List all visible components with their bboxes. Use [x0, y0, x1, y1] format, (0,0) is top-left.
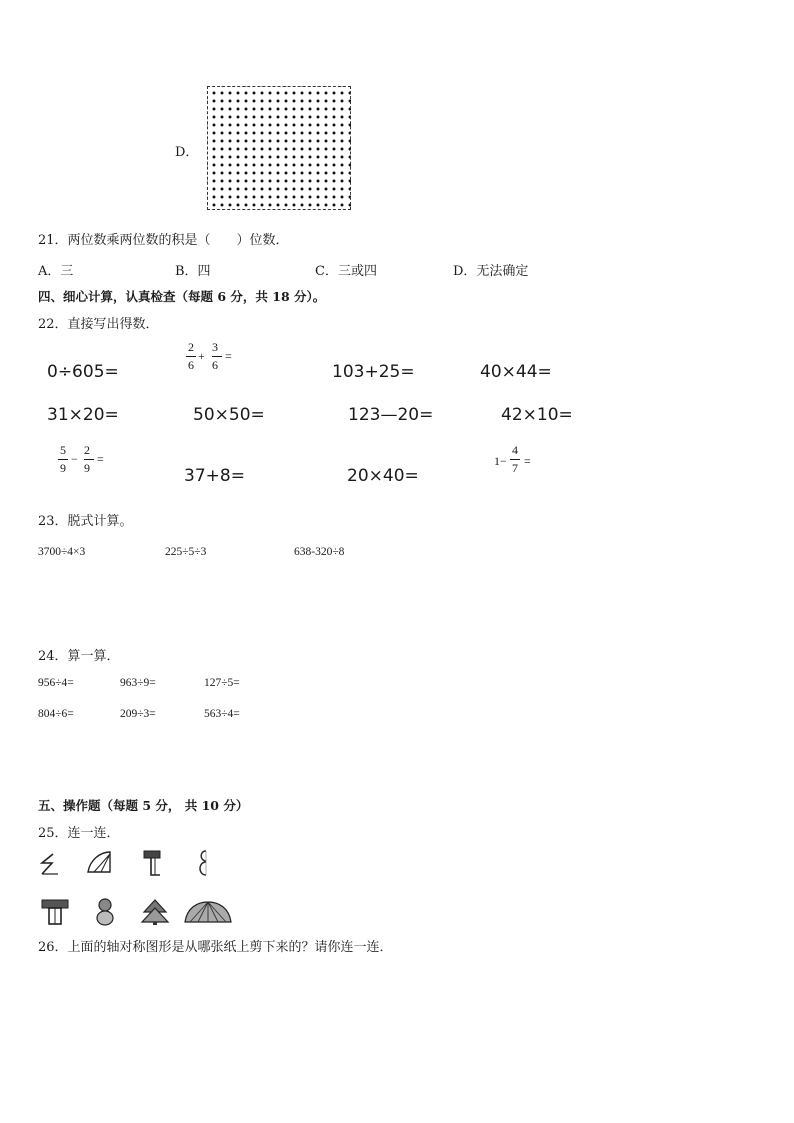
option-d: D．无法确定 — [453, 264, 529, 279]
numerator: 3 — [212, 340, 218, 354]
dot-grid-figure — [207, 86, 351, 210]
denominator: 6 — [188, 358, 194, 372]
denominator: 7 — [512, 461, 518, 475]
equals-sign: = — [524, 454, 531, 468]
option-b: B．四 — [175, 264, 211, 279]
fraction-expression-2 — [58, 443, 118, 483]
denominator: 9 — [84, 461, 90, 475]
expr-638: 638-320÷8 — [294, 546, 345, 558]
numerator: 2 — [188, 340, 194, 354]
calc-50-times-50: 50×50= — [193, 405, 265, 425]
numerator: 5 — [60, 443, 66, 457]
half-umbrella-icon — [86, 850, 112, 876]
div-804-6: 804÷6= — [38, 708, 74, 720]
tree-icon — [140, 898, 170, 926]
denominator: 6 — [212, 358, 218, 372]
calc-42-times-10: 42×10= — [501, 405, 573, 425]
house-icon — [40, 898, 70, 926]
operator: + — [198, 349, 205, 363]
figure-eight-icon — [94, 897, 116, 927]
denominator: 9 — [60, 461, 66, 475]
question-25: 25．连一连． — [38, 826, 120, 841]
numerator: 4 — [512, 443, 518, 457]
umbrella-icon — [183, 900, 233, 926]
numerator: 2 — [84, 443, 90, 457]
equals-sign: = — [97, 452, 104, 466]
question-24: 24．算一算． — [38, 649, 120, 664]
question-21: 21．两位数乘两位数的积是（ ）位数． — [38, 233, 289, 248]
div-563-4: 563÷4= — [204, 708, 240, 720]
zigzag-half-icon — [38, 852, 60, 876]
fraction-expression-1 — [186, 340, 246, 380]
operator: − — [71, 452, 78, 466]
option-c: C．三或四 — [315, 264, 377, 279]
calc-31-times-20: 31×20= — [47, 405, 119, 425]
calc-20-times-40: 20×40= — [347, 466, 419, 486]
expr-3700: 3700÷4×3 — [38, 546, 86, 558]
calc-123-minus-20: 123—20= — [348, 405, 434, 425]
fraction-expression-3 — [494, 443, 554, 483]
calc-40-times-44: 40×44= — [480, 362, 552, 382]
question-22: 22．直接写出得数． — [38, 317, 159, 332]
div-963-9: 963÷9= — [120, 677, 156, 689]
equals-sign: = — [225, 349, 232, 363]
option-a: A．三 — [38, 264, 74, 279]
div-127-5: 127÷5= — [204, 677, 240, 689]
calc-37-plus-8: 37+8= — [184, 466, 245, 486]
div-209-3: 209÷3= — [120, 708, 156, 720]
div-956-4: 956÷4= — [38, 677, 74, 689]
calc-0-div-605: 0÷605= — [47, 362, 119, 382]
half-house-icon — [142, 849, 162, 877]
half-figure-icon — [195, 849, 209, 877]
whole-minus: 1− — [494, 454, 507, 468]
section-5-title: 五、操作题（每题 5 分， 共 10 分） — [38, 798, 249, 813]
question-26: 26．上面的轴对称图形是从哪张纸上剪下来的？请你连一连． — [38, 940, 393, 955]
option-d-label: D． — [175, 145, 199, 160]
expr-225: 225÷5÷3 — [165, 546, 207, 558]
question-23: 23．脱式计算。 — [38, 514, 133, 529]
section-4-title: 四、细心计算，认真检查（每题 6 分，共 18 分）。 — [38, 289, 326, 304]
calc-103-plus-25: 103+25= — [332, 362, 415, 382]
